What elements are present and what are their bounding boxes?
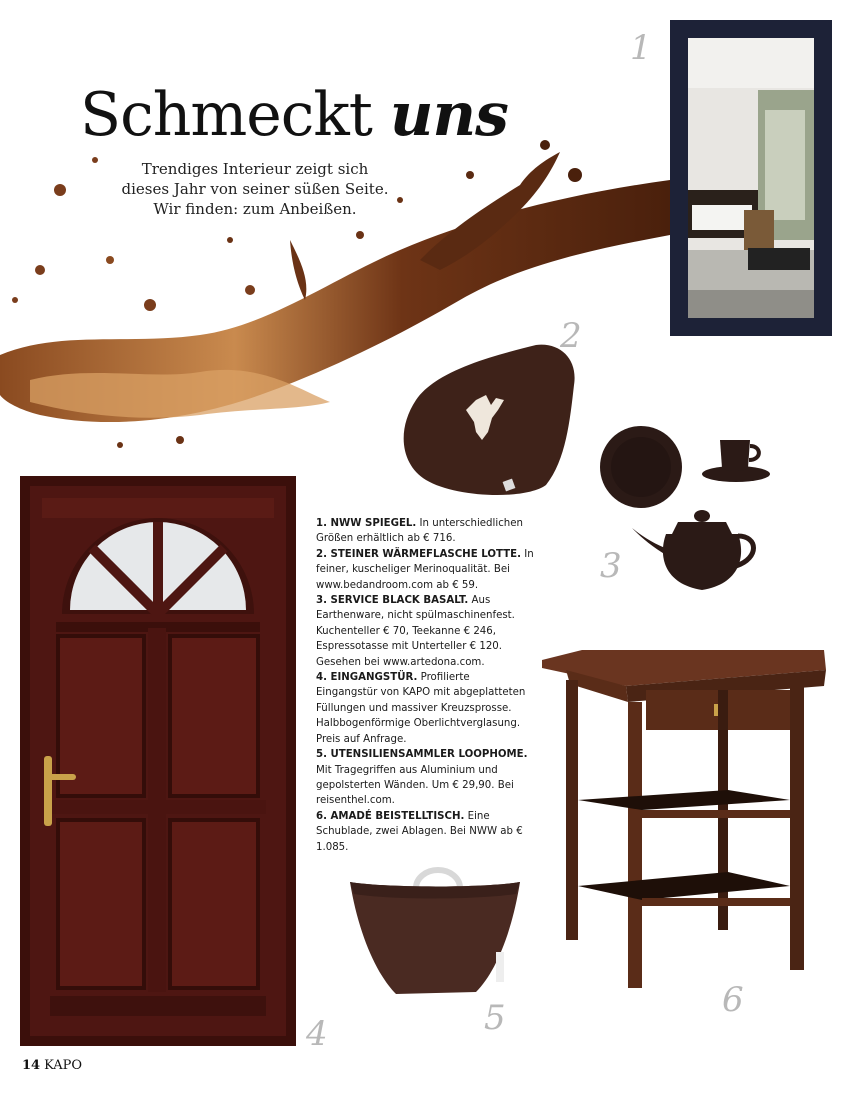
caption-item — [316, 747, 534, 809]
caption-item — [316, 593, 534, 670]
intro-line: dieses Jahr von seiner süßen Seite. — [121, 180, 389, 198]
product-number-2: 2 — [560, 316, 582, 356]
product-number-1: 1 — [630, 28, 652, 68]
teapot-image — [630, 506, 764, 594]
entrance-door-image — [20, 476, 296, 1046]
caption-title: 3. SERVICE BLACK BASALT. — [316, 595, 469, 607]
caption-item — [316, 516, 534, 547]
hot-water-bottle-image — [396, 340, 580, 500]
caption-text: Aus Earthenware, nicht spülmaschinenfest. Kuchenteller € 70, Teekanne € 246, Espressotasse mit Unterteller € 120. Gesehen bei www.artedona.com. — [316, 595, 515, 668]
page-number: 14 — [22, 1058, 41, 1073]
caption-item — [316, 547, 534, 593]
page-footer — [22, 1058, 82, 1073]
caption-item — [316, 670, 534, 747]
caption-title: 4. EINGANGSTÜR. — [316, 672, 418, 684]
product-number-5: 5 — [484, 998, 506, 1038]
espresso-cup-image — [700, 436, 772, 484]
caption-title: 6. AMADÉ BEISTELLTISCH. — [316, 810, 465, 822]
caption-text: In unterschiedlichen Größen erhältlich ab € 716. — [316, 518, 523, 545]
caption-item — [316, 809, 534, 855]
caption-title: 2. STEINER WÄRMEFLASCHE LOTTE. — [316, 548, 521, 560]
mirror-image — [670, 20, 832, 336]
caption-title: 5. UTENSILIENSAMMLER LOOPHOME. — [316, 749, 528, 761]
headline-regular: Schmeckt — [80, 80, 372, 150]
product-number-6: 6 — [722, 980, 744, 1020]
product-number-3: 3 — [600, 546, 622, 586]
caption-text: Mit Tragegriffen aus Aluminium und gepolsterten Wänden. Um € 29,90. Bei reisenthel.com. — [316, 764, 514, 807]
side-table-image — [542, 650, 828, 990]
footer-brand: KAPO — [44, 1058, 83, 1073]
cake-plate-image — [598, 424, 684, 510]
product-number-4: 4 — [306, 1014, 328, 1054]
product-captions — [316, 516, 534, 855]
headline-emphasis: uns — [389, 80, 508, 150]
intro-text — [120, 159, 390, 219]
caption-text: In feiner, kuscheliger Merinoqualität. Bei www.bedandroom.com ab € 59. — [316, 548, 534, 591]
caption-title: 1. NWW SPIEGEL. — [316, 518, 417, 529]
caption-text: Eine Schublade, zwei Ablagen. Bei NWW ab € 1.085. — [316, 810, 523, 853]
caption-text: Profilierte Eingangstür von KAPO mit abgeplatteten Füllungen und massiver Kreuzsprosse. Halbbogenförmige Oberlichtverglasung. Preis auf Anfrage. — [316, 672, 526, 745]
utensil-basket-image — [346, 862, 524, 998]
intro-line: Wir finden: zum Anbeißen. — [153, 200, 357, 218]
intro-line: Trendiges Interieur zeigt sich — [141, 160, 369, 178]
headline — [80, 80, 508, 150]
